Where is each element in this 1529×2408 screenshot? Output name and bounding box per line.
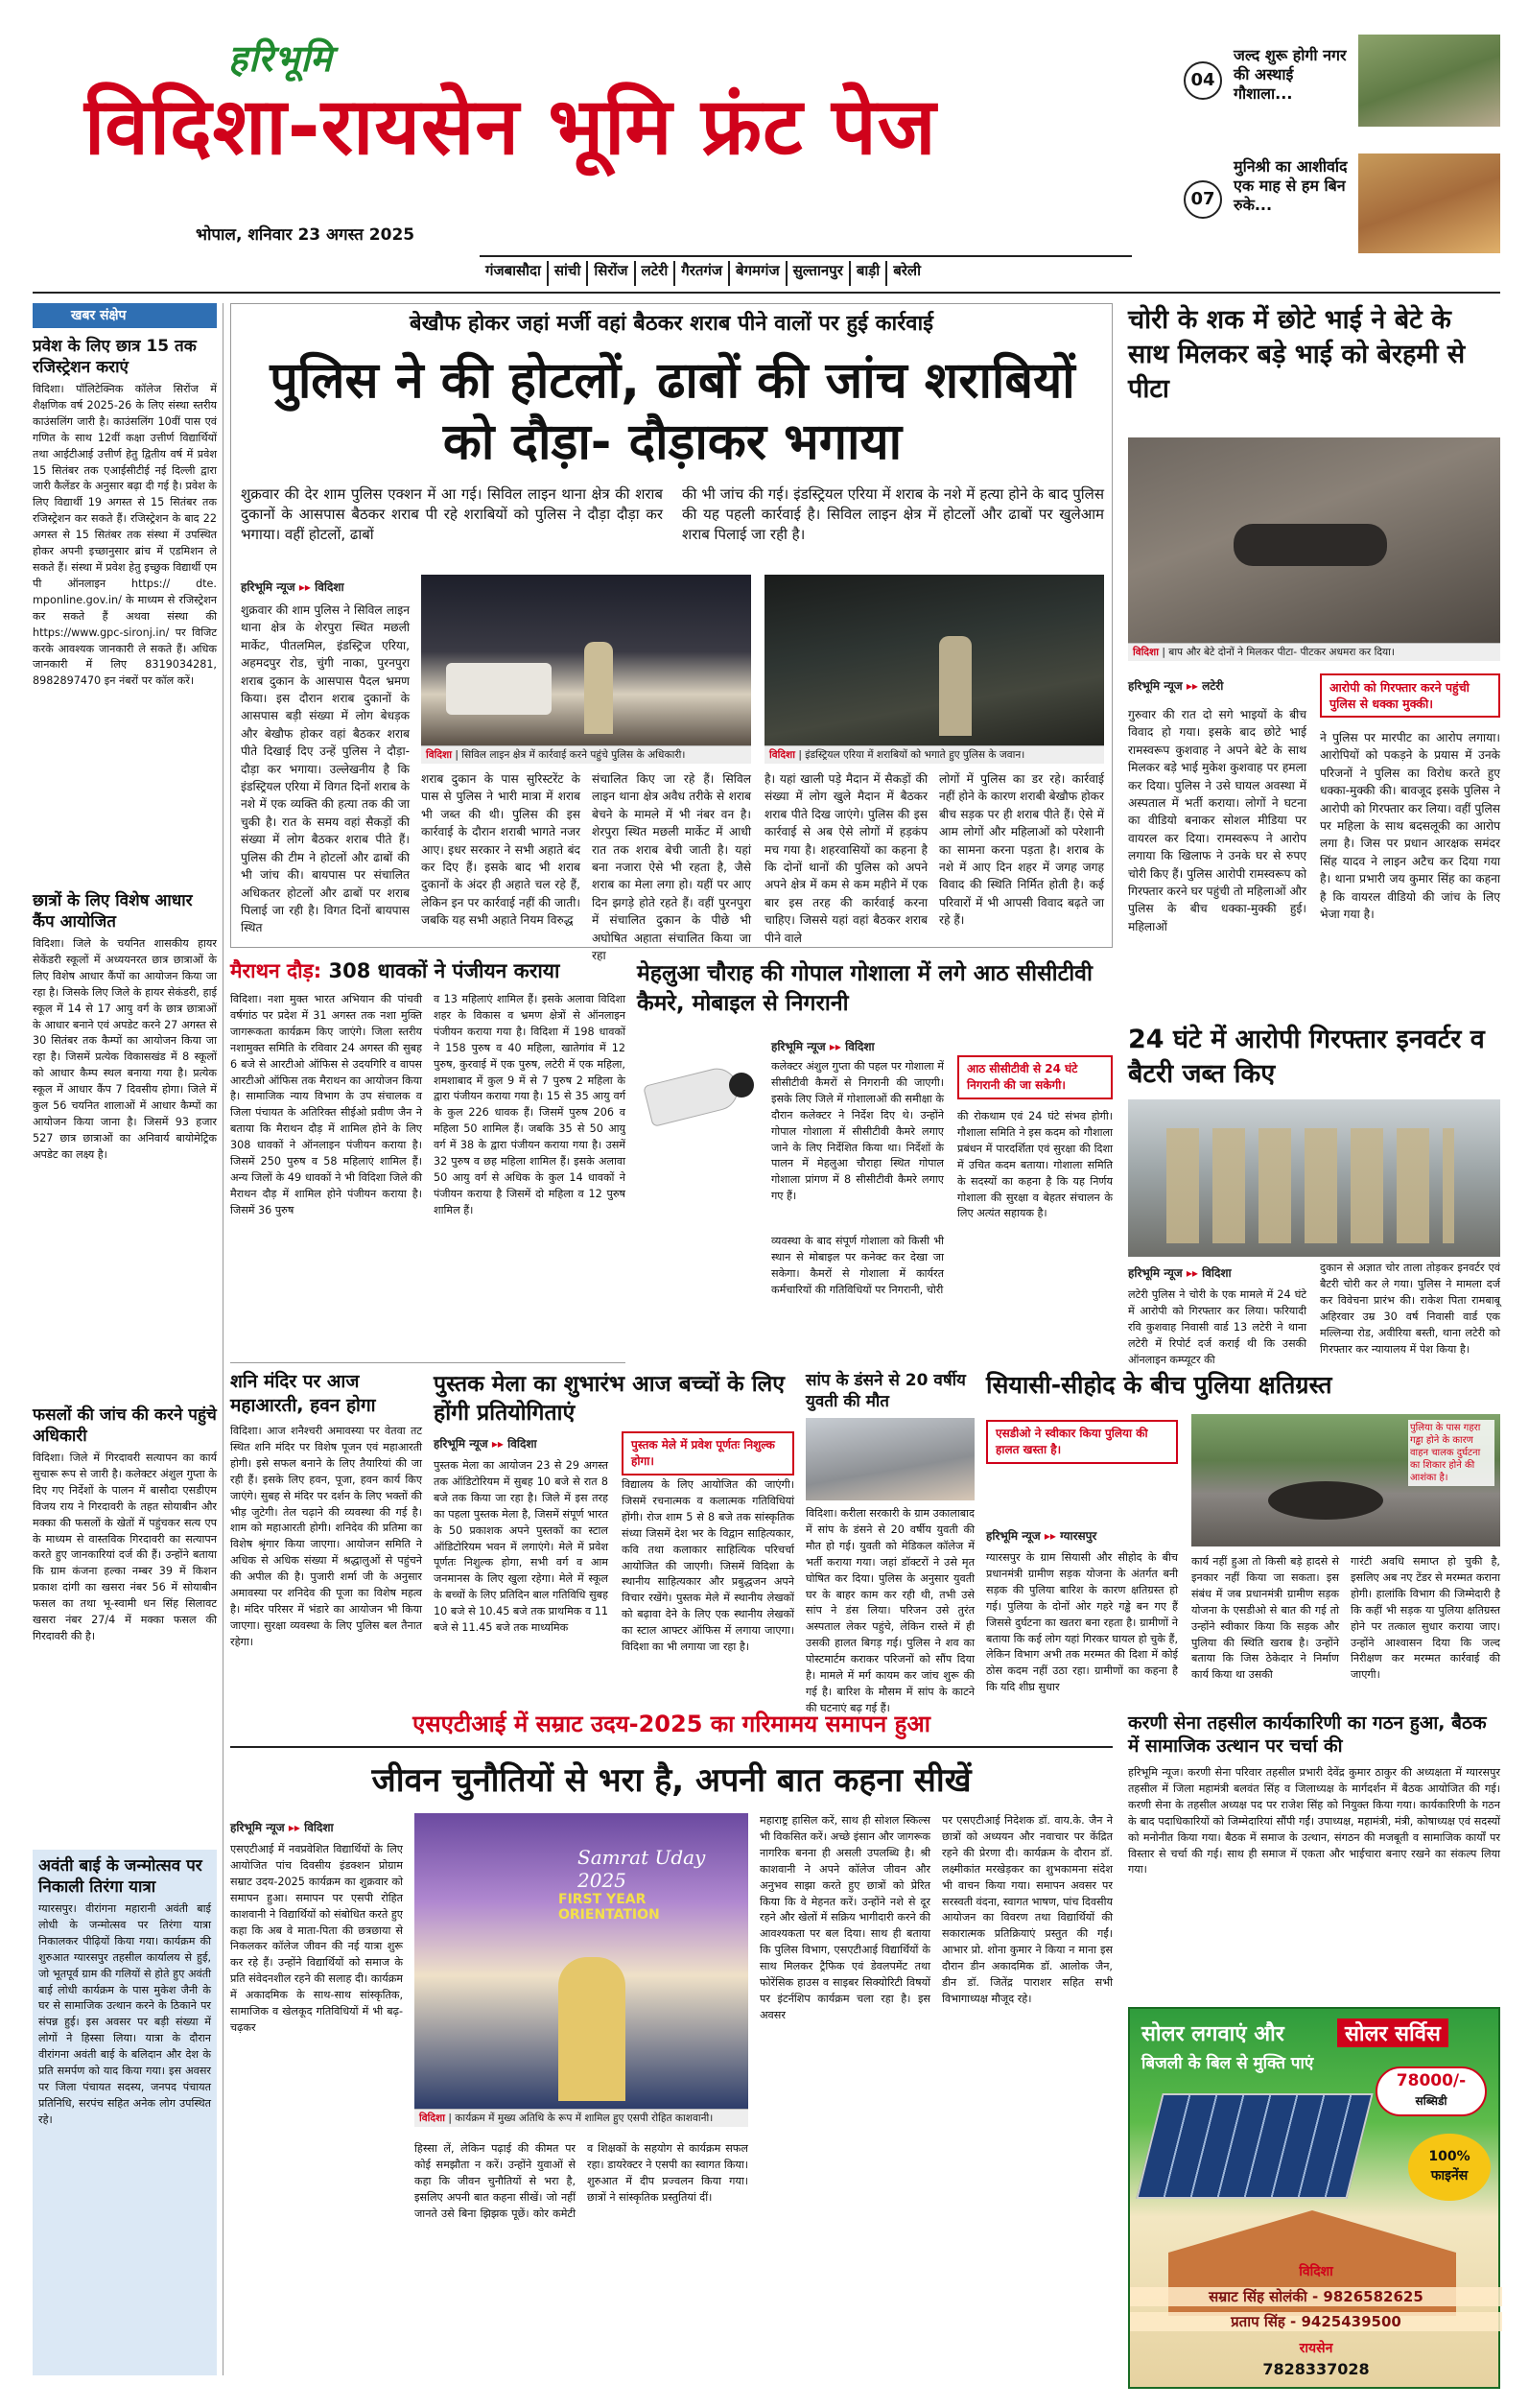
gaushala-col3: की रोकथाम एवं 24 घंटे संभव होगी। गौशाला समिति ने इस कदम को गौशाला प्रबंधन में पारदर्शिता एवं सुरक्षा की दिशा में उचित कदम बताया। गोशाला समिति के सदस्यों का कहना है कि यह निर्णय गोशाला की सुरक्षा व बेहतर संचालन के लिए अत्यंत सहायक है।	[957, 1110, 1113, 1220]
ad-price-badge	[1376, 2066, 1487, 2116]
brief-title[interactable]: प्रवेश के लिए छात्र 15 तक रजिस्ट्रेशन कराएं	[33, 337, 197, 377]
section-divider	[230, 1362, 625, 1363]
sati-story	[230, 1708, 1113, 2389]
byline-arrow: ▸▸	[829, 1040, 841, 1053]
main-photo-1	[421, 575, 751, 745]
byline-place: विदिशा	[304, 1821, 334, 1834]
shani-headline[interactable]: शनि मंदिर पर आज महाआरती, हवन होगा	[230, 1371, 376, 1416]
caption-text: कार्यक्रम में मुख्य अतिथि के रूप में शामिल हुए एसपी रोहित काशवानी।	[455, 2113, 714, 2124]
book-fair-byline	[434, 1435, 537, 1452]
ad-finance-badge: 100% फाइनेंस	[1408, 2134, 1491, 2201]
right-top-highlight-box: आरोपी को गिरफ्तार करने पहुंची पुलिस से धक्का मुक्की।	[1320, 673, 1500, 718]
main-byline	[241, 578, 344, 595]
town-item[interactable]: बाड़ी	[851, 261, 887, 286]
book-fair-col2: विद्यालय के लिए आयोजित की जाएंगी। जिसमें रचनात्मक व कलात्मक गतिविधियां होंगी। रोज शाम 5 से 8 बजे तक सांस्कृतिक संध्या जिसमें देश भर के विद्वान साहित्यकार, कवि तथा कलाकार साहित्यिक परिचर्चा आयोजित की जाएगी। जिसमें विदिशा के स्थानीय साहित्यकार और प्रबुद्धजन अपने विचार रखेंगे। पुस्तक मेले में स्थानीय लेखकों को बढ़ावा देने के लिए एक स्थानीय लेखकों का स्टाल आफ्टर ऑफिस में लगाया जाएगा। विदिशा का भी लगाया जा रहा है।	[622, 1478, 794, 1654]
right-mid-headline[interactable]: 24 घंटे में आरोपी गिरफ्तार इनवर्टर व बैटरी जब्त किए	[1128, 1025, 1485, 1089]
byline-place: लटेरी	[1202, 679, 1224, 693]
right-top-byline	[1128, 677, 1223, 694]
sati-headline[interactable]: जीवन चुनौतियों से भरा है, अपनी बात कहना सीखें	[371, 1761, 972, 1800]
brief-body: विदिशा। जिले के चयनित शासकीय हायर सेकेंडरी स्कूलों में अध्ययनरत छात्र छात्राओं के लिए विशेष आधार कैंपों का आयोजन किया जा रहा है। जिसके लिए जिले के हायर सेकंडरी, हाई स्कूल में 14 से 17 आयु वर्ग के छात्र छात्राओं के आधार बनाने एवं अपडेट करने 27 अगस्त से 30 सितंबर तक कैम्पों का आयोजन किया जा रहा है। जिसमें प्रत्येक विकासखंड में 8 स्कूलों को आधार कैम्प स्थल बनाया गया है। प्रत्येक स्कूल में आधार कैंप 7 दिवसीय होगा। जिले में कुल 56 चयनित शालाओं में आधार कैम्पों का आयोजन किया जाना है। जिसमें 93 हजार 527 छात्र छात्राओं का अनिवार्य बायोमेट्रिक अपडेट का लक्ष्य है।	[33, 937, 217, 1161]
sati-banner: एसएटीआई में सम्राट उदय-2025 का गरिमामय समापन हुआ	[412, 1711, 930, 1737]
ad-price: 78000/-	[1396, 2071, 1467, 2090]
town-list	[480, 261, 1132, 286]
town-item[interactable]: बरेली	[893, 262, 921, 279]
book-fair-headline[interactable]: पुस्तक मेला का शुभारंभ आज बच्चों के लिए होंगी प्रतियोगिताएं	[434, 1372, 785, 1426]
right-mid-photo	[1128, 1099, 1500, 1257]
police-officer	[939, 636, 972, 736]
ad-contact-line1: सम्राट सिंह सोलंकी - 9826582625	[1130, 2287, 1502, 2306]
cctv-camera-graphic	[637, 1036, 760, 1151]
siyasi-highlight-box: एसडीओ ने स्वीकार किया पुलिया की हालत खस्ता है।	[986, 1420, 1178, 1464]
snake-headline[interactable]: सांप के डंसने से 20 वर्षीय युवती की मौत	[806, 1371, 966, 1411]
sati-col4: पर एसएटीआई निदेशक डॉ. वाय.के. जैन ने छात्रों को अध्ययन और नवाचार पर केंद्रित रहने की प्रेरणा दी। कार्यक्रम के दौरान डॉ. लक्ष्मीकांत मरखेड़कर का शुभकामना संदेश भी वाचन किया गया। समापन अवसर पर सरस्वती वंदना, स्वागत भाषण, पांच दिवसीय आयोजन का विवरण तथा विद्यार्थियों की सकारात्मक प्रतिक्रियाएं प्रस्तुत की गईं। आभार प्रो. शोना कुमार ने किया न माना इस दौरान डीन अकादमिक डॉ. आलोक जैन, डीन डॉ. जितेंद्र पाराशर सहित सभी विभागाध्यक्ष मौजूद रहे।	[942, 1814, 1113, 2005]
byline-place: ग्यारसपुर	[1060, 1529, 1097, 1543]
byline-place: विदिशा	[315, 580, 344, 594]
ad-title-left: सोलर लगवाएं और	[1141, 2022, 1284, 2046]
caption-text: बाप और बेटे दोनों ने मिलकर पीटा- पीटकर अधमरा कर दिया।	[1168, 647, 1395, 658]
dateline: भोपाल, शनिवार 23 अगस्त 2025	[196, 225, 415, 245]
marathon-col2: व 13 महिलाएं शामिल हैं। इसके अलावा विदिशा शहर के विकास व भ्रमण क्षेत्रों से ऑनलाइन पंजीयन कराया गया है। विदिशा में 198 धावकों ने 158 पुरुष व 40 महिला, खातेगांव में 12 पुरुष, कुरवाई में एक पुरुष, लटेरी में एक महिला, शमशाबाद में कुल 9 में से 7 पुरुष 2 महिला के द्वारा पंजीयन कराया गया है। 15 से 35 आयु वर्ग के कुल 226 धावक हैं। जिसमें पुरुष 206 व महिला 50 शामिल हैं। जबकि 35 से 50 आयु वर्ग में 38 के द्वारा पंजीयन कराया गया है। उसमें 32 पुरुष व छह महिला शामिल हैं। इसके अलावा 50 आयु वर्ग से अधिक के कुल 14 धावकों ने पंजीयन कराया है जिसमें दो महिला व 12 पुरुष शामिल हैं।	[434, 993, 625, 1216]
byline-place: विदिशा	[845, 1040, 875, 1053]
town-bar	[480, 255, 1132, 257]
teaser-text: जल्द शुरू होगी नगर की अस्थाई गौशाला...	[1234, 46, 1347, 103]
ad-contact-line2: प्रताप सिंह - 9425439500	[1130, 2312, 1502, 2331]
teaser-page-badge: 07	[1184, 180, 1222, 219]
teaser-photo	[1358, 153, 1500, 253]
brief-title[interactable]: फसलों की जांच की करने पहुंचे अधिकारी	[33, 1405, 217, 1446]
snake-body: विदिशा। करीला सरकारी के ग्राम उकालाबाद में सांप के डंसने से 20 वर्षीय युवती की मौत हो गई। युवती को मेडिकल कॉलेज में भर्ती कराया गया। जहां डॉक्टरों ने उसे मृत घोषित कर दिया। पुलिस के अनुसार युवती घर के बाहर काम कर रही थी, तभी उसे सांप ने डंस लिया। परिजन उसे तुरंत अस्पताल लेकर पहुंचे, लेकिन रास्ते में ही उसकी हालत बिगड़ गई। पुलिस ने शव का पोस्टमार्टम कराकर परिजनों को सौंप दिया है। मामले में मर्ग कायम कर जांच शुरू की गई है। बारिश के मौसम में सांप के काटने की घटनाएं बढ़ गई हैं।	[806, 1507, 975, 1714]
byline-source: हरिभूमि न्यूज	[434, 1437, 488, 1451]
police-vehicle	[446, 663, 552, 715]
main-story	[230, 303, 1113, 963]
camera-lens	[729, 1073, 754, 1098]
teaser-photo	[1358, 35, 1500, 127]
marathon-col1: विदिशा। नशा मुक्त भारत अभियान की पांचवी वर्षगांठ पर प्रदेश में 31 अगस्त तक नशा मुक्ति जागरूकता कार्यक्रम किए जाएंगे। जिला स्तरीय नशामुक्त समिति के रविवार 24 अगस्त की सुबह 6 बजे से आरटीओ ऑफिस से उदयगिरि व वापस आरटीओ ऑफिस तक मैराथन का आयोजन किया है। सामाजिक न्याय विभाग के उप संचालक व जिला पंचायत के अतिरिक्त सीईओ प्रवीण जैन ने बताया कि मैराथन दौड़ में शामिल होने के लिए 308 धावकों ने ऑनलाइन पंजीयन कराया है। जिसमें 250 पुरुष व 58 महिलाएं शामिल हैं। अन्य जिलों के 49 धावकों ने भी विदिशा जिले की मैराथन दौड़ में शामिल होने पंजीयन कराया है। जिसमें 36 पुरुष	[230, 993, 422, 1216]
book-fair-highlight-box: पुस्तक मेले में प्रवेश पूर्णतः निशुल्क होगा।	[622, 1431, 794, 1475]
right-top-photo	[1128, 437, 1500, 643]
police-team	[1166, 1128, 1454, 1243]
snake-story	[806, 1370, 975, 1714]
right-top-col1: गुरुवार की रात दो सगे भाइयों के बीच विवाद हो गया। इसके बाद छोटे भाई रामस्वरूप कुशवाह ने अपने बेटे के साथ मिलकर बड़े भाई मुकेश कुशवाह पर हमला कर दिया। पुलिस ने उसे घायल अवस्था में अस्पताल में भर्ती कराया। लोगों ने घटना का वीडियो बनाकर सोशल मीडिया पर वायरल कर दिया। रामस्वरूप ने आरोप लगाया कि खिलाफ ने उनके घर से रुपए चोरी किए हैं। पुलिस आरोपी रामस्वरूप को गिरफ्तार करने घर पहुंची तो महिलाओं और पुलिस के बीच धक्का-मुक्की हुई। महिलाओं	[1128, 708, 1306, 933]
brief-body: विदिशा। पॉलिटेक्निक कॉलेज सिरोंज में शैक्षणिक वर्ष 2025-26 के लिए संस्था स्तरीय काउंसलिंग जारी है। काउंसलिंग 10वीं पास एवं गणित के साथ 12वीं कक्षा उत्तीर्ण विद्यार्थियों तथा आईटीआई उत्तीर्ण हेतु द्वितीय वर्ष में प्रवेश 15 सितंबर तक एआईसीटीई नई दिल्ली द्वारा जारी कैलेंडर के अनुसार बढ़ा दी गई है। प्रवेश के लिए विद्यार्थी 19 अगस्त से 15 सितंबर तक रजिस्ट्रेशन कर सकते हैं। रजिस्ट्रेशन के बाद 22 अगस्त से 15 सितंबर तक संस्था में उपस्थित होकर अपनी इच्छानुसार ब्रांच में एडमिशन ले सकते हैं। संस्था में प्रवेश हेतु इच्छुक विद्यार्थी एम पी ऑनलाइन https:// dte. mponline.gov.in/ के माध्यम से रजिस्ट्रेशन कर सकते हैं अथवा संस्था की https://www.gpc-sironj.in/ पर विजिट करके आवश्यक जानकारी ले सकते हैं। अधिक जानकारी में लिए 8319034281, 8982897470 इन नंबरों पर कॉल करें।	[33, 383, 217, 688]
ad-price-label: सब्सिडी	[1415, 2094, 1447, 2108]
photo-banner-subtitle: FIRST YEAR ORIENTATION	[558, 1892, 660, 1923]
news-brief-sidebar	[33, 303, 217, 2375]
brief-title[interactable]: छात्रों के लिए विशेष आधार कैंप आयोजित	[33, 891, 193, 932]
byline-source: हरिभूमि न्यूज	[771, 1040, 826, 1053]
siyasi-byline	[986, 1527, 1096, 1544]
main-col5: लोगों में पुलिस का डर रहे। कार्रवाई नहीं होने के कारण शराबी बेखौफ होकर बीच सड़क पर ही शराब पीते हैं। ऐसे में आम लोगों और महिलाओं को परेशानी का सामना करना पड़ता है। शराब के नशे में आए दिन शहर में जगह जगह विवाद की स्थिति निर्मित होती है। कई परिवारों में भी आपसी विवाद बढ़ते जा रहे हैं।	[939, 772, 1104, 928]
main-photo-2-caption: विदिशा | इंडस्ट्रियल एरिया में शराबियों को भगाते हुए पुलिस के जवान।	[764, 745, 1104, 764]
byline-source: हरिभूमि न्यूज	[1128, 679, 1183, 693]
town-item[interactable]: सुल्तानपुर	[788, 261, 851, 286]
sati-banner-rule	[230, 1746, 1113, 1748]
teaser-page-badge: 04	[1184, 61, 1222, 100]
main-col4: है। यहां खाली पड़े मैदान में सैकड़ों की संख्या में लोग खुले मैदान में बैठकर शराब पीते दिख जाएंगे। पुलिस की इस कार्रवाई से अब ऐसे लोगों में हड़कंप मच गया है। शहरवासियों का कहना है कि दोनों थानों की पुलिस को अपने अपने क्षेत्र में कम से कम महीने में एक बार इस तरह की कार्रवाई करना चाहिए। जिससे यहां वहां बैठकर शराब पीने वाले	[764, 772, 928, 945]
byline-source: हरिभूमि न्यूज	[241, 580, 295, 594]
main-col3: संचालित किए जा रहे हैं। सिविल लाइन थाना क्षेत्र अवैध तरीके से शराब बेचने के मामले में भी नंबर वन है। शेरपुरा स्थित मछली मार्केट में आधी रात तक शराब बेची जाती है। यहां बना नजारा ऐसे भी रहता है, जैसे शराब का मेला लगा हो। यहीं पर आए दिन झगड़े होते रहते हैं। वहीं पुरनपुरा में संचालित दुकान के पीछे भी अघोषित अहाता संचालित किया जा रहा	[592, 772, 751, 963]
gaushala-highlight-box: आठ सीसीटीवी से 24 घंटे निगरानी की जा सकेगी।	[957, 1055, 1113, 1099]
right-mid-story	[1128, 1023, 1500, 1366]
siyasi-photo	[1191, 1414, 1500, 1546]
siyasi-col2: कार्य नहीं हुआ तो किसी बड़े हादसे से इनकार नहीं किया जा सकता। इस संबंध में जब प्रधानमंत्री ग्रामीण सड़क योजना के एसडीओ से बात की गई तो उन्होंने स्वीकार किया कि सड़क और पुलिया की स्थिति खराब है। उन्होंने बताया कि जिस ठेकेदार ने निर्माण कार्य किया था उसकी	[1191, 1555, 1339, 1682]
sati-col1: एसएटीआई में नवप्रवेशित विद्यार्थियों के लिए आयोजित पांच दिवसीय इंडक्शन प्रोग्राम सम्राट उदय-2025 कार्यक्रम का शुक्रवार को समापन हुआ। समापन पर एसपी रोहित काशवानी ने विद्यार्थियों को संबोधित करते हुए कहा कि अब वे माता-पिता की छत्रछाया से निकलकर कॉलेज जीवन की नई यात्रा शुरू कर रहे हैं। उन्होंने विद्यार्थियों को समाज के प्रति संवेदनशील रहने की सलाह दी। कार्यक्रम में अकादमिक के साथ-साथ सांस्कृतिक, सामाजिक व खेलकूद गतिविधियों में भी बढ़-चढ़कर	[230, 1843, 403, 2034]
right-mid-col1: लटेरी पुलिस ने चोरी के एक मामले में 24 घंटे में आरोपी को गिरफ्तार कर लिया। फरियादी रवि कुशवाह निवासी वार्ड 13 लटेरी ने थाना लटेरी में रिपोर्ट दर्ज कराई थी कि उसकी ऑनलाइन कम्प्यूटर की	[1128, 1288, 1306, 1366]
karni-headline[interactable]: करणी सेना तहसील कार्यकारिणी का गठन हुआ, बैठक में सामाजिक उत्थान पर चर्चा की	[1128, 1712, 1487, 1757]
speaker-figure	[558, 1957, 625, 2101]
brief-body: ग्यारसपुर। वीरांगना महारानी अवंती बाई लोधी के जन्मोत्सव पर तिरंगा यात्रा निकालकर पीढ़ियों किया गया। कार्यक्रम की शुरुआत ग्यारसपुर तहसील कार्यालय से हुई, जो भूतपूर्व ग्राम की गलियों से होते हुए अवंती बाई लोधी कार्यक्रम के पास मुकेश जैनी के घर से सामाजिक उत्थान करने के ठिकाने पर संपन्न हुई। इस अवसर पर बड़ी संख्या में लोगों ने हिस्सा लिया। यात्रा के दौरान वीरांगना अवंती बाई के बलिदान और देश के प्रति समर्पण को याद किया गया। इस अवसर पर जिला पंचायत सदस्य, जनपद पंचायत प्रतिनिधि, सरपंच सहित अनेक लोग उपस्थित रहे।	[38, 1902, 211, 2126]
brief-body: विदिशा। जिले में गिरदावरी सत्यापन का कार्य सुचारू रूप से जारी है। कलेक्टर अंशुल गुप्ता के दिए गए निर्देशों के पालन में बासौदा एसडीएम विजय राय ने गिरदावरी के तहत सोयाबीन और मक्का की फसलों के खेतों में पहुंचकर सत्य एप के माध्यम से वास्तविक गिरदावरी का सत्यापन करते हुए जानकारियां दर्ज की हैं। उन्होंने बताया कि ग्राम कंजना हल्का नम्बर 39 में किशन प्रकाश दांगी का खसरा नंबर 56 में सोयाबीन फसल का तथा भू-स्वामी धन सिंह सिलावट खसरा नंबर 27/4 में मक्का फसल की गिरदावरी की है।	[33, 1452, 217, 1642]
karni-body: हरिभूमि न्यूज। करणी सेना परिवार तहसील प्रभारी देवेंद्र कुमार ठाकुर की अध्यक्षता में ग्यारसपुर तहसील में जिला महामंत्री बलवंत सिंह व जिलाध्यक्ष के मार्गदर्शन में बैठक आयोजित की गई। करणी सेना के तहसील अध्यक्ष पद पर राजेश सिंह को नियुक्त किया गया। कार्यकारिणी के गठन के बाद पदाधिकारियों को जिम्मेदारियां सौंपी गईं। उपाध्यक्ष, महामंत्री, मंत्री, कोषाध्यक्ष एवं सदस्यों को मनोनीत किया गया। बैठक में समाज के उत्थान, संगठन की मजबूती व सामाजिक कार्यों पर विस्तार से चर्चा की गई। साथ ही समाज में एकता और भाईचारा बनाए रखने का संकल्प लिया गया।	[1128, 1766, 1500, 1877]
sati-col2: हिस्सा लें, लेकिन पढ़ाई की कीमत पर कोई समझौता न करें। उन्होंने युवाओं से कहा कि जीवन चुनौतियों से भरा है, इसलिए अपनी बात कहना सीखें। जो नहीं जानते उसे बिना झिझक पूछें। कोर कमेटी व शिक्षकों के सहयोग से कार्यक्रम सफल रहा। डायरेक्टर ने एसपी का स्वागत किया। शुरुआत में दीप प्रज्वलन किया गया। छात्रों ने सांस्कृतिक प्रस्तुतियां दीं।	[414, 2142, 748, 2220]
caption-place: विदिशा	[769, 749, 795, 761]
byline-arrow: ▸▸	[288, 1821, 300, 1834]
caption-place: विदिशा	[1133, 647, 1159, 658]
byline-arrow: ▸▸	[1186, 1266, 1198, 1280]
byline-place: विदिशा	[507, 1437, 537, 1451]
town-item[interactable]: सांची	[549, 261, 588, 286]
masthead-divider	[33, 292, 1500, 294]
byline-arrow: ▸▸	[298, 580, 311, 594]
town-item[interactable]: बेगमगंज	[730, 261, 788, 286]
byline-source: हरिभूमि न्यूज	[1128, 1266, 1183, 1280]
town-item[interactable]: सिरोंज	[588, 261, 635, 286]
ad-title-right: सोलर सर्विस	[1337, 2018, 1448, 2047]
right-mid-col2: दुकान से अज्ञात चोर ताला तोड़कर इनवर्टर एवं बैटरी चोरी कर ले गया। पुलिस ने मामला दर्ज कर विवेचना प्रारंभ की। राकेश पिता रामबाबू अहिरवार उम्र 30 वर्ष निवासी वार्ड एक मल्लिन्या रोड, अवीरिया बस्ती, थाना लटेरी को गिरफ्तार कर न्यायालय में पेश किया है।	[1320, 1262, 1500, 1356]
teaser-text: मुनिश्री का आशीर्वाद एक माह से हम बिन रुके...	[1234, 157, 1348, 214]
pothole	[1268, 1481, 1383, 1520]
sati-col3: महाराष्ट्र हासिल करें, साथ ही सोशल स्किल्स भी विकसित करें। अच्छे इंसान और जागरूक नागरिक बनना ही असली उपलब्धि है। श्री काशवानी ने अपने कॉलेज जीवन और अनुभव साझा करते हुए छात्रों को प्रेरित किया कि वे मेहनत करें। उन्होंने नशे से दूर रहने और खेलों में सक्रिय भागीदारी करने की आवश्यकता पर बल दिया। साथ ही बताया कि पुलिस विभाग, एसएटीआई विद्यार्थियों के साथ मिलकर ट्रैफिक एवं डेवलपमेंट तथा फोरेंसिक हाउस व साइबर सिक्योरिटी विषयों पर इंटर्नशिप कार्यक्रम चला रहा है। इस अवसर	[760, 1814, 930, 2021]
page-title: विदिशा-रायसेन भूमि फ्रंट पेज	[84, 82, 937, 173]
town-item[interactable]: गंजबासौदा	[480, 261, 549, 286]
gaushala-col2: व्यवस्था के बाद संपूर्ण गोशाला को किसी भी स्थान से मोबाइल पर कनेक्ट कर देखा जा सकेगा। कैमरों से गोशाला में कार्यरत कर्मचारियों की गतिविधियों पर निगरानी, चोरी	[771, 1235, 944, 1296]
masthead	[0, 0, 1529, 279]
main-col1: शुक्रवार की शाम पुलिस ने सिविल लाइन थाना क्षेत्र के शेरपुरा स्थित मछली मार्केट, पीतलमिल, इंडस्ट्रिज एरिया, अहमदपुर रोड, चुंगी नाका, पुरनपुरा शराब दुकान के आसपास पैदल भ्रमण किया। इस दौरान शराब दुकानों के आसपास बड़ी संख्या में लोग बेधड़क और बेखौफ होकर वहां बैठकर शराब पीते दिखाई दिए उन्हें पुलिस ने दौड़ा-दौड़ा कर भगाया। उल्लेखनीय है कि इंडस्ट्रियल एरिया में विगत दिनों शराब के नशे में एक व्यक्ति की हत्या तक की जा चुकी है। रात के समय वहां सैकड़ों की संख्या में लोग बैठकर शराब पीते हैं। पुलिस की टीम ने होटलों और ढाबों की भी जांच की। बायपास पर संचालित अधिकतर होटलों और ढाबों पर शराब पिलाई जा रही है। विगत दिनों बायपास स्थित	[241, 603, 410, 935]
siyasi-headline[interactable]: सियासी-सीहोद के बीच पुलिया क्षतिग्रस्त	[986, 1371, 1332, 1399]
town-item[interactable]: लटेरी	[636, 261, 676, 286]
book-fair-col1: पुस्तक मेला का आयोजन 23 से 29 अगस्त तक ऑडिटोरियम में सुबह 10 बजे से रात 8 बजे तक किया जा रहा है। जिले में इस तरह का पहला पुस्तक मेला है, जिसमें संपूर्ण भारत के 50 प्रकाशक अपने पुस्तकों का स्टाल ऑडिटोरियम भवन में लगाएंगे। मेले में प्रवेश पूर्णतः निशुल्क होगा, सभी वर्ग व आम जनमानस के लिए खुला रहेगा। मेले में स्कूल के बच्चों के लिए प्रतिदिन बाल गतिविधि सुबह 10 बजे से 10.45 बजे तक प्राथमिक व 11 बजे से 11.45 बजे तक माध्यमिक	[434, 1459, 608, 1635]
photo-label: पुलिया के पास गहरा गड्ढा होने के कारण वाहन चालक दुर्घटना का शिकार होने की आशंका है।	[1408, 1420, 1494, 1486]
right-top-photo-caption: विदिशा | बाप और बेटे दोनों ने मिलकर पीटा- पीटकर अधमरा कर दिया।	[1128, 643, 1500, 661]
siyasi-col3: गारंटी अवधि समाप्त हो चुकी है, इसलिए अब नए टेंडर से मरम्मत कराना होगी। हालांकि विभाग की जिम्मेदारी है कि कहीं भी सड़क या पुलिया क्षतिग्रस्त होने पर तत्काल सुधार कराया जाए। उन्होंने आश्वासन दिया कि जल्द निरीक्षण कर मरम्मत कार्रवाई की जाएगी।	[1351, 1555, 1500, 1682]
brief-title[interactable]: अवंती बाई के जन्मोत्सव पर निकाली तिरंगा यात्रा	[38, 1856, 202, 1897]
right-top-col2: ने पुलिस पर मारपीट का आरोप लगाया। आरोपियों को पकड़ने के प्रयास में उनके परिजनों ने पुलिस का विरोध करते हुए धक्का-मुक्की की। बावजूद इसके पुलिस ने आरोपी को गिरफ्तार कर लिया। वहीं पुलिस पर महिला के साथ बदसलूकी का आरोप लगा है। जिस पर प्रधान आरक्षक समंदर सिंह यादव ने लाइन अटैच कर दिया गया है। थाना प्रभारी जय कुमार सिंह का कहना है कि वायरल वीडियो की जांच के लिए भेजा गया है।	[1320, 731, 1500, 922]
gaushala-byline	[771, 1038, 875, 1054]
marathon-title: 308 धावकों ने पंजीयन कराया	[328, 959, 560, 982]
town-item[interactable]: गैरतगंज	[675, 261, 730, 286]
snake-photo	[806, 1418, 975, 1500]
ad-subtitle: बिजली के बिल से मुक्ति पाएं	[1141, 2054, 1314, 2073]
gaushala-headline[interactable]: मेहलुआ चौराह की गोपाल गोशाला में लगे आठ सीसीटीवी कैमरे, मोबाइल से निगरानी	[637, 961, 1093, 1016]
teaser-1[interactable]	[1184, 35, 1500, 127]
sati-photo-caption: विदिशा | कार्यक्रम में मुख्य अतिथि के रूप में शामिल हुए एसपी रोहित काशवानी।	[414, 2109, 748, 2127]
police-officer	[584, 642, 613, 734]
camera-body	[643, 1064, 742, 1127]
main-headline[interactable]: पुलिस ने की होटलों, ढाबों की जांच शराबियों को दौड़ा- दौड़ाकर भगाया	[270, 352, 1075, 471]
main-deck-left: शुक्रवार की देर शाम पुलिस एक्शन में आ गई। सिविल लाइन थाना क्षेत्र की शराब दुकानों के आसपास बैठकर शराब पी रहे शराबियों को पुलिस ने दौड़ा दौड़ा कर भगाया। वहीं होटलों, ढाबों	[241, 485, 663, 543]
marathon-headline[interactable]	[230, 959, 625, 982]
main-kicker: बेखौफ होकर जहां मर्जी वहां बैठकर शराब पीने वालों पर हुई कार्रवाई	[410, 312, 933, 336]
logo: हरिभूमि	[228, 37, 333, 80]
ad-phone: 7828337028	[1262, 2360, 1370, 2378]
byline-source: हरिभूमि न्यूज	[986, 1529, 1041, 1543]
main-photo-2	[764, 575, 1104, 745]
byline-arrow: ▸▸	[1186, 679, 1198, 693]
ad-city2: रायसेन	[1299, 2341, 1333, 2356]
sati-photo	[414, 1813, 748, 2109]
photo-banner-title: Samrat Uday 2025	[577, 1846, 706, 1892]
solar-panel-graphic	[1136, 2093, 1373, 2199]
sati-byline	[230, 1819, 334, 1835]
siyasi-col1: ग्यारसपुर के ग्राम सियासी और सीहोद के बीच प्रधानमंत्री ग्रामीण सड़क योजना के अंतर्गत बनी सड़क की पुलिया बारिश के कारण क्षतिग्रस्त हो गई। पुलिया के दोनों ओर गहरे गड्ढे बन गए हैं जिससे दुर्घटना का खतरा बना रहता है। ग्रामीणों ने बताया कि कई लोग यहां गिरकर घायल हो चुके हैं, लेकिन विभाग अभी तक मरम्मत की दिशा में कोई ठोस कदम नहीं उठा रहा। ग्रामीणों का कहना है कि यदि शीघ्र सुधार	[986, 1551, 1178, 1694]
caption-text: सिविल लाइन क्षेत्र में कार्रवाई करने पहुंचे पुलिस के अधिकारी।	[461, 749, 686, 761]
marathon-kicker: मैराथन दौड़:	[230, 959, 322, 982]
main-deck-right: की भी जांच की गई। इंडस्ट्रियल एरिया में शराब के नशे में हत्या होने के बाद पुलिस की यह पहली कार्रवाई है। सिविल लाइन क्षेत्र में होटलों और ढाबों पर खुलेआम शराब पिलाई जा रही है।	[682, 485, 1104, 543]
byline-arrow: ▸▸	[491, 1437, 504, 1451]
teaser-2[interactable]	[1184, 153, 1500, 253]
ad-city: विदिशा	[1299, 2264, 1333, 2279]
right-mid-byline	[1128, 1264, 1232, 1281]
gaushala-story	[637, 959, 1113, 1358]
caption-place: विदिशा	[426, 749, 452, 761]
caption-place: विदिशा	[419, 2113, 445, 2124]
byline-place: विदिशा	[1202, 1266, 1232, 1280]
main-photo-1-caption: विदिशा | सिविल लाइन क्षेत्र में कार्रवाई करने पहुंचे पुलिस के अधिकारी।	[421, 745, 751, 764]
sidebar-label: खबर संक्षेप	[33, 303, 217, 328]
siyasi-story	[986, 1370, 1500, 1702]
injured-person	[1234, 524, 1387, 566]
byline-arrow: ▸▸	[1044, 1529, 1056, 1543]
shani-body: विदिशा। आज शनैश्चरी अमावस्या पर वेतवा तट स्थित शनि मंदिर पर विशेष पूजन एवं महाआरती होगी। इसे सफल बनाने के लिए तैयारियां की जा रही हैं। इसके लिए हवन, पूजा, हवन कार्य किए जाएंगे। सुबह से मंदिर पर दर्शन के लिए भक्तों की भीड़ जुटेगी। तेल चढ़ाने की व्यवस्था की गई है। शाम को महाआरती होगी। शनिदेव की प्रतिमा का विशेष श्रृंगार किया जाएगा। आयोजन समिति ने अधिक से अधिक संख्या में श्रद्धालुओं से पहुंचने की अपील की है। पुजारी शर्मा जी के अनुसार अमावस्या पर शनिदेव की पूजा का विशेष महत्व है। मंदिर परिसर में भंडारे का आयोजन भी किया जाएगा। सुरक्षा व्यवस्था के लिए पुलिस बल तैनात रहेगा।	[230, 1425, 422, 1648]
byline-source: हरिभूमि न्यूज	[230, 1821, 285, 1834]
solar-advertisement[interactable]	[1128, 2007, 1500, 2389]
right-top-story	[1128, 303, 1500, 1019]
gaushala-col1: कलेक्टर अंशुल गुप्ता की पहल पर गोशाला में सीसीटीवी कैमरों से निगरानी की जाएगी। इसके लिए जिले में गोशालाओं की समीक्षा के दौरान कलेक्टर ने निर्देश दिए थे। उन्होंने गोपाल गोशाला में सीसीटीवी कैमरे लगाए जाने के लिए निर्देशित किया था। निर्देशों के पालन में मेहलुआ चौराहा स्थित गोपाल गोशाला प्रांगण में 8 सीसीटीवी कैमरे लगाए गए हैं।	[771, 1060, 944, 1203]
caption-text: इंडस्ट्रियल एरिया में शराबियों को भगाते हुए पुलिस के जवान।	[805, 749, 1025, 761]
right-top-headline[interactable]: चोरी के शक में छोटे भाई ने बेटे के साथ मिलकर बड़े भाई को बेरहमी से पीटा	[1128, 305, 1466, 404]
main-col2: शराब दुकान के पास सुरिस्टरेंट के पास से पुलिस ने भारी मात्रा में शराब भी जब्त की थी। पुलिस की इस कार्रवाई के दौरान शराबी भागते नजर आए। इधर सरकार ने सभी अहाते बंद कर दिए हैं। इसके बाद भी शराब दुकानों के अंदर ही अहाते चल रहे हैं, लेकिन इन पर कार्रवाई नहीं की जाती। जबकि यह सभी अहाते नियम विरुद्ध	[421, 772, 580, 928]
shani-story	[230, 1370, 422, 1667]
karni-story	[1128, 1712, 1500, 1999]
book-fair-story	[434, 1370, 794, 1667]
